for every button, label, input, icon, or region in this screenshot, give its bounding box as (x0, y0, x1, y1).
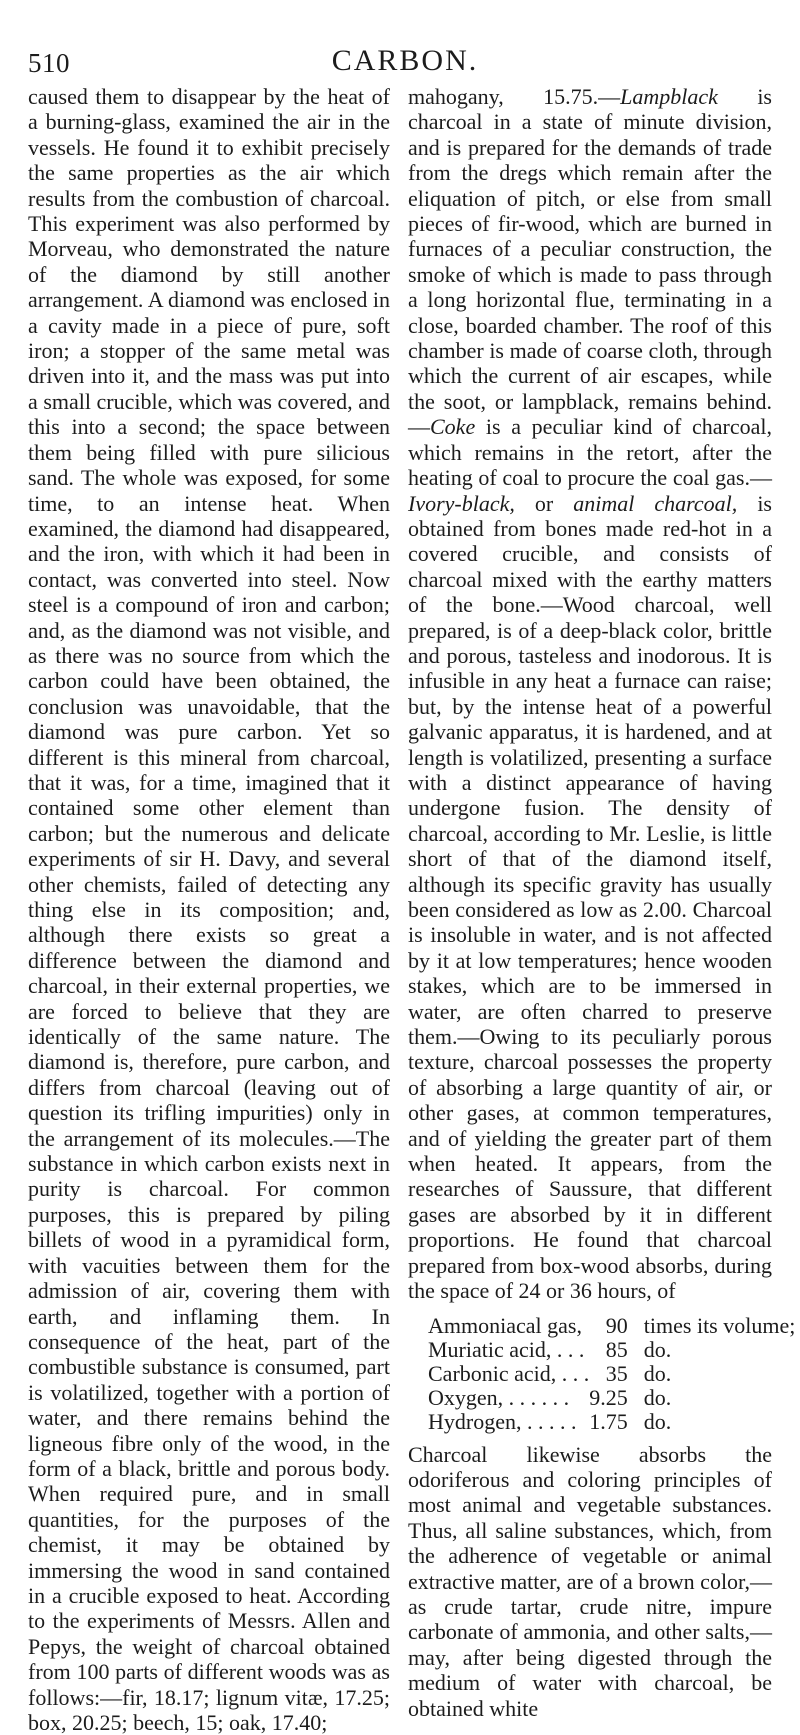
term-lampblack: Lampblack (620, 84, 718, 109)
text-segment: is a peculiar kind of charcoal, which remains in the retort, after the heating of coal to procure the coal gas.— (408, 414, 772, 491)
absorption-unit: do. (643, 1360, 672, 1386)
gas-name: Hydrogen, . . . . . (428, 1408, 577, 1434)
table-row (428, 1410, 795, 1434)
right-paragraph-2: Charcoal likewise absorbs the odoriferous and coloring principles of most animal and vegetable substances. Thus, all saline substances, which, from the adherence of vegetable or animal extractive matter, are of a brown color,—as crude tartar, crude nitre, impure carbonate of ammonia, and other salts,—may, after being digested through the medium of water with charcoal, be obtained white (408, 1441, 772, 1721)
absorption-value: 35 (605, 1360, 628, 1386)
right-paragraph-1 (408, 84, 772, 1304)
text-segment: is obtained from bones made red-hot in a covered crucible, and consists of charcoal mixed with the earthy matters of the bone.—Wood charcoal, well prepared, is of a deep-black color, brittle and porous, tasteless and inodorous. It is infusible in any heat a furnace can raise; but, by the intense heat of a powerful galvanic apparatus, it is hardened, and at length is volatilized, presenting a surface with a distinct appearance of having undergone fusion. The density of charcoal, according to Mr. Leslie, is little short of that of the diamond itself, although its specific gravity has usually been considered as low as 2.00. Charcoal is insoluble in water, and is not affected by it at low temperatures; hence wooden stakes, which are to be immersed in water, are often charred to preserve them.—Owing to its peculiarly porous texture, charcoal possesses the property of absorbing a large quantity of air, or other gases, at common temperatures, and of yielding the greater part of them when heated. It appears, from the researches of Saussure, that different gases are absorbed by it in different proportions. He found that charcoal prepared from box-wood absorbs, during the space of 24 or 36 hours, of (408, 490, 772, 1304)
table-row (428, 1362, 795, 1386)
table-row (428, 1314, 795, 1338)
gas-name: Oxygen, . . . . . . (428, 1384, 570, 1410)
term-ivory-black: Ivory-black, (408, 490, 515, 516)
left-paragraph: caused them to disappear by the heat of a burning-glass, examined the air in the vessels. He found it to exhibit precisely the same properties as the air which results from the combustion of charcoal. This experiment was also performed by Morveau, who demonstrated the nature of the diamond by still another arrangement. A diamond was enclosed in a cavity made in a piece of pure, soft iron; a stopper of the same metal was driven into it, and the mass was put into a small crucible, which was covered, and this into a second; the space between them being filled with pure silicious sand. The whole was exposed, for some time, to an intense heat. When examined, the diamond had disappeared, and the iron, with which it had been in contact, was converted into steel. Now steel is a compound of iron and carbon; and, as the diamond was not visible, and as there was no source from which the carbon could have been obtained, the conclusion was unavoidable, that the diamond was pure carbon. Yet so different is this mineral from charcoal, that it was, for a time, imagined that it contained some other element than carbon; but the numerous and delicate experiments of sir H. Davy, and several other chemists, failed of detecting any thing else in its composition; and, although there exists so great a difference between the diamond and charcoal, in their external properties, we are forced to believe that they are identically of the same nature. The diamond is, therefore, pure carbon, and differs from charcoal (leaving out of question its trifling impurities) only in the arrangement of its molecules.—The substance in which carbon exists next in purity is charcoal. For common purposes, this is prepared by piling billets of wood in a pyramidical form, with vacuities between them for the admission of air, covering them with earth, and inflaming them. In consequence of the heat, part of the combustible substance is consumed, part is volatilized, together with a portion of water, and there remains behind the ligneous fibre only of the wood, in the form of a black, brittle and porous body. When required pure, and in small quantities, for the purposes of the chemist, it may be obtained by immersing the wood in sand contained in a crucible exposed to heat. According to the experiments of Messrs. Allen and Pepys, the weight of charcoal obtained from 100 parts of different woods was as follows:—fir, 18.17; lignum vitæ, 17.25; box, 20.25; beech, 15; oak, 17.40; (28, 84, 390, 1735)
left-column (28, 84, 390, 1735)
page-number: 510 (28, 48, 70, 78)
absorption-unit: do. (643, 1336, 672, 1362)
absorption-value: 9.25 (589, 1384, 628, 1410)
table-row (428, 1338, 795, 1362)
text-segment: or (514, 490, 574, 516)
absorption-value: 1.75 (589, 1408, 628, 1434)
absorption-value: 90 (605, 1312, 628, 1338)
text-segment: mahogany, 15.75.— (408, 84, 621, 109)
text-segment: is charcoal in a state of minute division, and is prepared for the demands of trade from the dregs which remain after the eliquation of pitch, or else from small pieces of fir-wood, which are burned in furnaces of a peculiar construction, the smoke of which is made to pass through a long horizontal flue, terminating in a close, boarded chamber. The roof of this chamber is made of coarse cloth, through which the current of air escapes, while the soot, or lampblack, remains behind.— (408, 84, 772, 440)
absorption-unit: do. (643, 1408, 672, 1434)
absorption-unit: times its volume; (643, 1312, 796, 1338)
term-coke: Coke (430, 414, 476, 440)
gas-absorption-table (428, 1314, 795, 1434)
term-animal-charcoal: animal charcoal, (573, 490, 738, 516)
gas-name: Muriatic acid, . . . (428, 1336, 585, 1362)
right-column (408, 84, 796, 1721)
absorption-unit: do. (643, 1384, 672, 1410)
table-row (428, 1386, 795, 1410)
absorption-value: 85 (605, 1336, 628, 1362)
gas-name: Carbonic acid, . . . (428, 1360, 590, 1386)
running-title: CARBON. (331, 44, 479, 77)
gas-name: Ammoniacal gas, (428, 1312, 582, 1338)
